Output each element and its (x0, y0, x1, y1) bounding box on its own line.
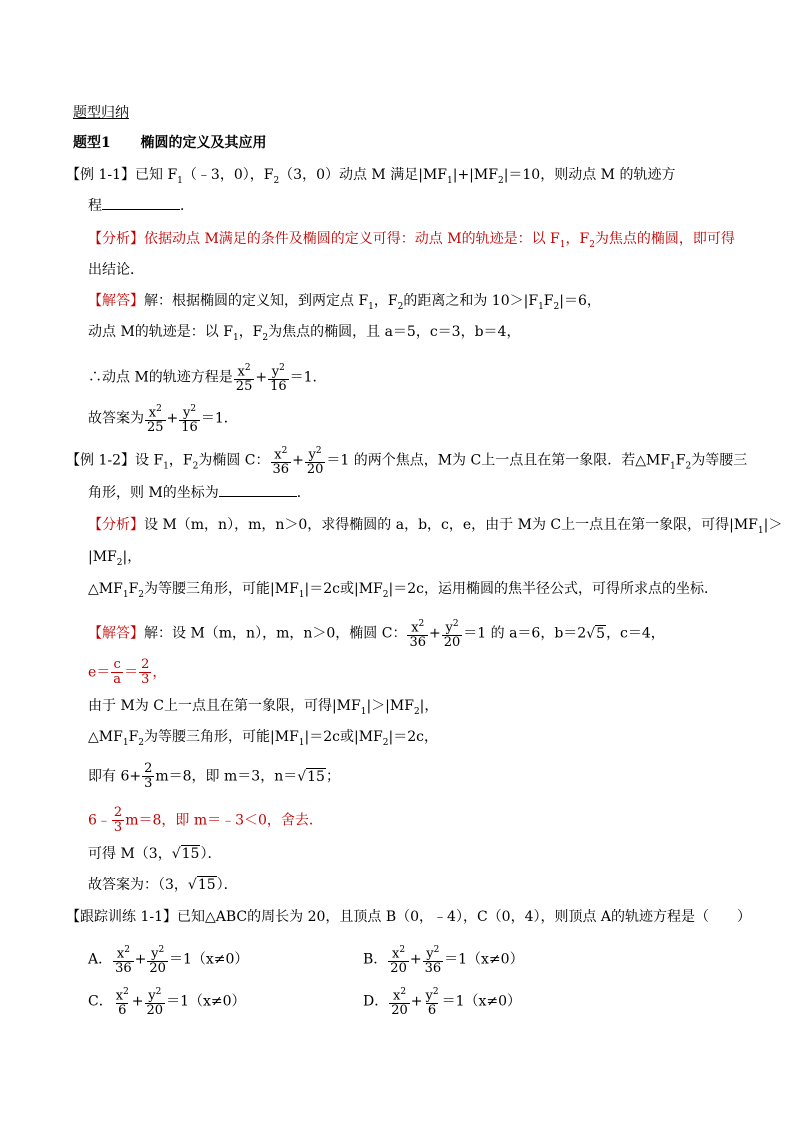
fraction: $\frac{y^2}{20}$ (149, 945, 166, 977)
fraction: $\frac{y^2}{20}$ (146, 987, 164, 1019)
type-heading (73, 133, 267, 153)
example-1-2-analysis-line-2: $|MF_2|$， (88, 549, 142, 568)
example-1-2-solution-line-2: e＝ $\frac{c}{a}$ ＝ $\frac{2}{3}$ ， (88, 657, 167, 687)
option-c: C． $\frac{x^2}{6}$ + $\frac{y^2}{20}$ ＝1（x≠0） (88, 987, 246, 1019)
example-1-1-question-line-1: 【例 1-1】已知 $F_1(﹣3$，0），$F_2(3$，0）动点 M 满足$|MF_1|+|MF_2|=10$，则动点 M 的轨迹方 (66, 167, 676, 186)
solution-tag: 【解答】 (88, 625, 144, 642)
fraction: $\frac{x^2}{25}$ (147, 404, 164, 436)
example-tag: 【例 1-2】 (66, 452, 135, 469)
type-label: 题型1 (73, 135, 111, 151)
fraction: $\frac{y^2}{20}$ (443, 619, 461, 651)
example-1-1-solution-line-3: ∴动点 M的轨迹方程是 $\frac{x^2}{25}$ + $\frac{y^2}{16}$ ＝1． (88, 363, 327, 395)
fraction: $\frac{2}{3}$ (141, 657, 150, 687)
section-heading: 题型归纳 (73, 105, 129, 121)
fraction: $\frac{c}{a}$ (113, 657, 122, 687)
fraction: $\frac{x^2}{20}$ (390, 945, 407, 977)
analysis-tag: 【分析】 (88, 231, 144, 247)
fraction: $\frac{y^2}{36}$ (424, 945, 442, 977)
training-1-1-question: 【跟踪训练 1-1】已知△ABC的周长为 20，且顶点 B（0，﹣4），C（0，4），则顶点 A的轨迹方程是（ ） (66, 909, 752, 925)
type-title: 椭圆的定义及其应用 (140, 135, 267, 151)
fraction: $\frac{2}{3}$ (144, 761, 153, 791)
fraction: $\frac{x^2}{36}$ (409, 619, 426, 651)
answer-blank (219, 484, 297, 497)
fraction: $\frac{y^2}{16}$ (270, 363, 287, 395)
example-1-1-solution-line-1: 【解答】解：根据椭圆的定义知，到两定点 $F_1$，$F_2$的距离之和为 $10>|F_1F_2|=6$， (88, 293, 601, 312)
example-1-2-solution-line-1: 【解答】解：设 M（m，n），m，n＞0，椭圆 C： $\frac{x^2}{36}$ + $\frac{y^2}{20}$ ＝1 的 a＝6，b＝2√5，c＝4， (88, 619, 665, 651)
fraction: $\frac{x^2}{36}$ (115, 945, 132, 977)
square-root: √15 (171, 846, 200, 862)
example-1-2-solution-line-5: 即有 6+ $\frac{2}{3}$ m＝8，即 m＝3，n＝√15； (88, 761, 340, 791)
analysis-tag: 【分析】 (88, 517, 144, 533)
example-1-1-analysis-line-1: 【分析】依据动点 M满足的条件及椭圆的定义可得：动点 M的轨迹是：以 $F_1$，$F_2$为焦点的椭圆，即可得 (88, 231, 735, 250)
fraction: $\frac{x^2}{36}$ (272, 446, 290, 478)
fraction: $\frac{x^2}{25}$ (235, 363, 253, 395)
option-d: D． $\frac{x^2}{20}$ + $\frac{y^2}{6}$ ＝1（x≠0） (363, 987, 522, 1019)
example-1-2-solution-line-7: 可得 M（3，√15）． (88, 846, 222, 862)
example-1-2-answer-line: 故答案为：（3，√15）． (88, 877, 238, 893)
square-root: √15 (297, 768, 325, 785)
example-1-2-solution-line-3: 由于 M为 C上一点且在第一象限，可得$|MF_1|>|MF_2|$， (88, 698, 439, 717)
option-a: A． $\frac{x^2}{36}$ + $\frac{y^2}{20}$ ＝1（x≠0） (88, 945, 249, 977)
example-tag: 【例 1-1】 (66, 167, 135, 183)
example-1-2-analysis-line-1: 【分析】设 M（m，n），m，n＞0，求得椭圆的 a，b，c，e，由于 M为 C上一点且在第一象限，可得$|MF_1|>$ (88, 517, 783, 536)
fraction: $\frac{y^2}{16}$ (181, 404, 198, 436)
training-tag: 【跟踪训练 1-1】 (66, 909, 177, 925)
example-1-1-solution-line-2: 动点 M的轨迹是：以 $F_1$，$F_2$为焦点的椭圆，且 a＝5，c＝3，b＝4， (88, 324, 521, 343)
example-1-1-question-line-2: 程 ． (88, 198, 194, 214)
fraction: $\frac{2}{3}$ (113, 805, 123, 835)
fraction: $\frac{y^2}{20}$ (306, 446, 324, 478)
fraction: $\frac{y^2}{6}$ (425, 987, 439, 1019)
example-1-2-analysis-line-3: $\triangle MF_1F_2$为等腰三角形，可能$|MF_1|=2c$或$|MF_2|=2c$，运用椭圆的焦半径公式，可得所求点的坐标． (88, 581, 718, 600)
example-1-2-solution-line-4: $\triangle MF_1F_2$为等腰三角形，可能$|MF_1|=2c$或$|MF_2|=2c$， (88, 729, 438, 748)
answer-blank (102, 197, 180, 210)
example-1-1-analysis-line-2: 出结论． (88, 262, 144, 278)
fraction: $\frac{x^2}{20}$ (391, 987, 408, 1019)
solution-tag: 【解答】 (88, 293, 144, 309)
square-root: √15 (187, 877, 216, 893)
square-root: √5 (586, 625, 606, 642)
fraction: $\frac{x^2}{6}$ (115, 987, 129, 1019)
example-1-2-question-line-1: 【例 1-2】设 $F_1$，$F_2$为椭圆 C： $\frac{x^2}{36}$ + $\frac{y^2}{20}$ ＝1 的两个焦点，M为 C上一点且在第一象限．若$\triangle MF_1F_2$为等腰三 (66, 446, 748, 478)
example-1-1-answer-line: 故答案为 $\frac{x^2}{25}$ + $\frac{y^2}{16}$ ＝1． (88, 404, 238, 436)
example-1-2-solution-line-6: 6﹣ $\frac{2}{3}$ m＝8，即 m＝﹣3＜0，舍去． (88, 805, 323, 835)
example-1-2-question-line-2: 角形，则 M的坐标为 ． (88, 485, 311, 501)
option-b: B． $\frac{x^2}{20}$ + $\frac{y^2}{36}$ ＝1（x≠0） (363, 945, 524, 977)
